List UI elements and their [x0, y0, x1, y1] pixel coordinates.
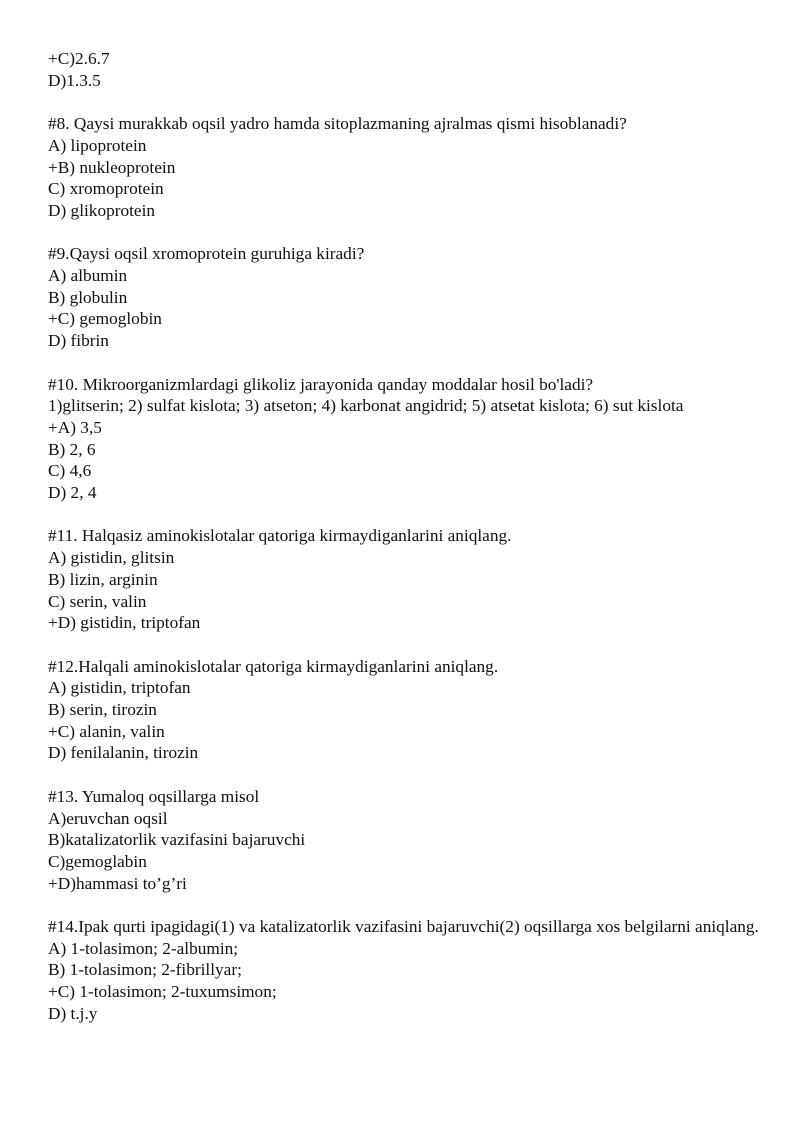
- option-d: D) fenilalanin, tirozin: [48, 743, 199, 763]
- question-9: [48, 243, 760, 352]
- question-substem: 1)glitserin; 2) sulfat kislota; 3) atseton; 4) karbonat angidrid; 5) atsetat kislota; 6) sut kislota: [48, 396, 684, 416]
- option-a: A) 1-tolasimon; 2-albumin;: [48, 938, 239, 958]
- document-page: [48, 48, 760, 1025]
- option-a: +A) 3,5: [48, 417, 102, 437]
- option-c: C)gemoglabin: [48, 851, 147, 871]
- option-b: B) 2, 6: [48, 439, 96, 459]
- option-c: +C) 1-tolasimon; 2-tuxumsimon;: [48, 982, 277, 1002]
- question-stem: #13. Yumaloq oqsillarga misol: [48, 786, 260, 806]
- question-13: [48, 786, 760, 895]
- option-b: B) lizin, arginin: [48, 569, 158, 589]
- option-c: +C) alanin, valin: [48, 721, 165, 741]
- option-d: D) 2, 4: [48, 483, 97, 503]
- option-a: A)eruvchan oqsil: [48, 808, 168, 828]
- question-stem: #8. Qaysi murakkab oqsil yadro hamda sitoplazmaning ajralmas qismi hisoblanadi?: [48, 114, 627, 134]
- option-c: C) serin, valin: [48, 591, 147, 611]
- question-14: [48, 916, 760, 1025]
- prev-answer-c: +C)2.6.7: [48, 49, 110, 68]
- option-b: +B) nukleoprotein: [48, 157, 176, 177]
- option-a: A) albumin: [48, 266, 128, 285]
- option-d: D) t.j.y: [48, 1003, 98, 1023]
- question-10: [48, 374, 760, 504]
- option-b: B) globulin: [48, 287, 128, 307]
- option-d: +D)hammasi to’g’ri: [48, 873, 187, 893]
- question-stem: #12.Halqali aminokislotalar qatoriga kirmaydiganlarini aniqlang.: [48, 656, 499, 676]
- option-a: A) gistidin, triptofan: [48, 678, 191, 698]
- option-c: C) 4,6: [48, 461, 92, 481]
- option-c: +C) gemoglobin: [48, 309, 162, 329]
- question-stem: #10. Mikroorganizmlardagi glikoliz jarayonida qanday moddalar hosil bo'ladi?: [48, 374, 594, 394]
- question-12: [48, 656, 760, 765]
- question-11: [48, 525, 760, 634]
- option-b: B) 1-tolasimon; 2-fibrillyar;: [48, 960, 242, 980]
- question-stem: #9.Qaysi oqsil xromoprotein guruhiga kiradi?: [48, 244, 365, 264]
- option-b: B) serin, tirozin: [48, 700, 157, 720]
- option-a: A) lipoprotein: [48, 135, 147, 155]
- option-a: A) gistidin, glitsin: [48, 548, 175, 568]
- option-b: B)katalizatorlik vazifasini bajaruvchi: [48, 830, 306, 850]
- question-stem: #11. Halqasiz aminokislotalar qatoriga kirmaydiganlarini aniqlang.: [48, 526, 512, 546]
- prev-answer-d: D)1.3.5: [48, 70, 101, 90]
- question-8: [48, 113, 760, 222]
- question-stem: #14.Ipak qurti ipagidagi(1) va katalizatorlik vazifasini bajaruvchi(2) oqsillarga xos belgilarni aniqlang.: [48, 917, 759, 937]
- option-d: D) fibrin: [48, 331, 109, 351]
- option-c: C) xromoprotein: [48, 179, 164, 199]
- option-d: D) glikoprotein: [48, 200, 156, 220]
- option-d: +D) gistidin, triptofan: [48, 613, 201, 633]
